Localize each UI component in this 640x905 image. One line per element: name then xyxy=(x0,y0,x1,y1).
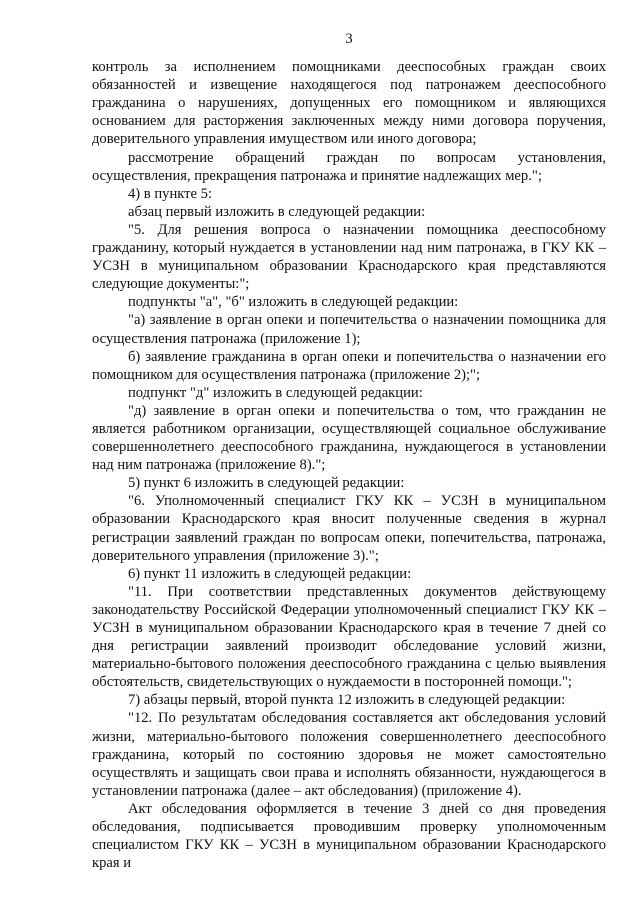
paragraph: 7) абзацы первый, второй пункта 12 изложить в следующей редакции: xyxy=(128,692,566,709)
paragraph: "6. Уполномоченный специалист ГКУ КК – УСЗН в муниципальном образовании Краснодарского края вносит полученные сведения в журнал регистрации заявлений граждан по вопросам опеки, попечительства, патронажа, доверительного управления (приложение 3)."; xyxy=(92,493,606,564)
paragraph: контроль за исполнением помощниками дееспособных граждан своих обязанностей и извещение находящегося под патронажем дееспособного гражданина о нарушениях, допущенных его помощником и являющихся основанием для расторжения заключенных между ними договора поручения, доверительного управления имуществом или иного договора; xyxy=(92,59,606,148)
page-number: 3 xyxy=(345,31,353,47)
paragraph: "11. При соответствии представленных документов действующему законодательству Российской Федерации уполномоченный специалист ГКУ КК – УСЗН в муниципальном образовании Краснодарского края в течение 7 дней со дня регистрации заявлений производит обследование условий жизни, материально-бытового положения дееспособного гражданина с целью выявления обстоятельств, свидетельствующих о нуждаемости в посторонней помощи."; xyxy=(92,583,606,691)
paragraph: Акт обследования оформляется в течение 3 дней со дня проведения обследования, подписывается проводившим проверку уполномоченным специалистом ГКУ КК – УСЗН в муниципальном образовании Краснодарского края и xyxy=(92,800,606,872)
paragraph: "д) заявление в орган опеки и попечительства о том, что гражданин не является работником организации, осуществляющей социальное обслуживание совершеннолетнего дееспособного гражданина, нуждающегося в установлении над ним патронажа (приложение 8)."; xyxy=(92,402,606,474)
paragraph: подпункты "а", "б" изложить в следующей редакции: xyxy=(128,294,459,311)
paragraph: 6) пункт 11 изложить в следующей редакции: xyxy=(128,565,412,582)
paragraph: "а) заявление в орган опеки и попечительства о назначении помощника для осуществления патронажа (приложение 1); xyxy=(92,312,606,347)
paragraph: рассмотрение обращений граждан по вопросам установления, осуществления, прекращения патронажа и принятие надлежащих мер."; xyxy=(92,149,606,184)
paragraph: "12. По результатам обследования составляется акт обследования условий жизни, материально-бытового положения совершеннолетнего дееспособного гражданина, который по состоянию здоровья не может самостоятельно осуществлять и защищать свои права и исполнять обязанности, нуждающегося в установлении патронажа (далее – акт обследования) (приложение 4). xyxy=(92,710,606,799)
paragraph: "5. Для решения вопроса о назначении помощника дееспособному гражданину, который нуждается в установлении над ним патронажа, в ГКУ КК – УСЗН в муниципальном образовании Краснодарского края представляются следующие документы:"; xyxy=(92,221,606,293)
paragraph: 5) пункт 6 изложить в следующей редакции: xyxy=(128,475,405,492)
paragraph: подпункт "д" изложить в следующей редакции: xyxy=(128,384,423,401)
paragraph: абзац первый изложить в следующей редакции: xyxy=(128,203,426,220)
paragraph: 4) в пункте 5: xyxy=(128,185,213,202)
paragraph: б) заявление гражданина в орган опеки и попечительства о назначении его помощником для осуществления патронажа (приложение 2);"; xyxy=(92,348,606,383)
